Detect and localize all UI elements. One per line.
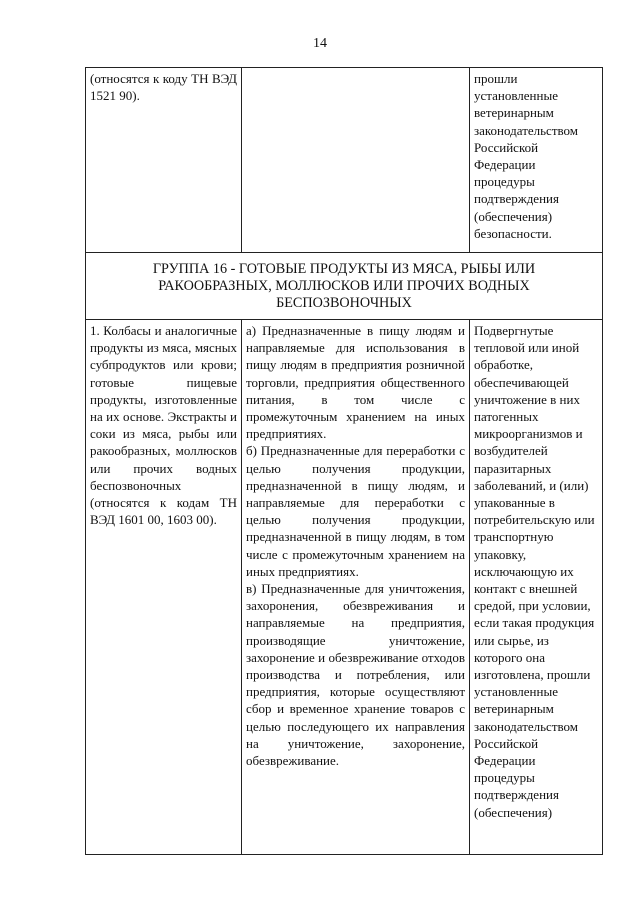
product-cell: (относятся к коду ТН ВЭД 1521 90). [86, 68, 242, 253]
table-row [86, 320, 603, 855]
group-heading-row [86, 253, 603, 320]
purpose-cell [242, 68, 470, 253]
group-heading: ГРУППА 16 - ГОТОВЫЕ ПРОДУКТЫ ИЗ МЯСА, РЫБЫ ИЛИ РАКООБРАЗНЫХ, МОЛЛЮСКОВ ИЛИ ПРОЧИХ ВОДНЫХ БЕСПОЗВОНОЧНЫХ [86, 253, 603, 320]
regulation-table [85, 67, 603, 855]
product-cell: 1. Колбасы и аналогичные продукты из мяса, мясных субпродуктов или крови; готовые пищевые продукты, изготовленные на их основе. Экстракты и соки из мяса, рыбы или ракообразных, моллюсков или прочих водных беспозвоночных (относятся к кодам ТН ВЭД 1601 00, 1603 00). [86, 320, 242, 855]
purpose-cell [242, 320, 470, 855]
purpose-item-b: б) Предназначенные для переработки с целью получения продукции, предназначенной в пищу людям, и направляемые для переработки с целью получения продукции, предназначенной в пищу людям, в том числе с промежуточным хранением на иных предприятиях. [246, 443, 465, 579]
table-row [86, 68, 603, 253]
page-number: 14 [313, 36, 327, 51]
condition-cell: прошли установленные ветеринарным законодательством Российской Федерации процедуры подтверждения (обеспечения) безопасности. [470, 68, 603, 253]
purpose-item-a: а) Предназначенные в пищу людям и направляемые для использования в пищу людям в предприятия розничной торговли, предприятия общественного питания, в том числе с промежуточным хранением на иных предприятиях. [246, 323, 465, 442]
purpose-item-c: в) Предназначенные для уничтожения, захоронения, обезвреживания и направляемые на предприятия, производящие уничтожение, захоронение и обезвреживание отходов производства и потребления, или предприятия, которые осуществляют сбор и временное хранение товаров с целью последующего их направления на уничтожение, захоронение, обезвреживание. [246, 581, 465, 769]
condition-cell: Подвергнутые тепловой или иной обработке, обеспечивающей уничтожение в них патогенных микроорганизмов и возбудителей паразитарных заболеваний, и (или) упакованные в потребительскую или транспортную упаковку, исключающую их контакт с внешней средой, при условии, если такая продукция или сырье, из которого она изготовлена, прошли установленные ветеринарным законодательством Российской Федерации процедуры подтверждения (обеспечения) [470, 320, 603, 855]
